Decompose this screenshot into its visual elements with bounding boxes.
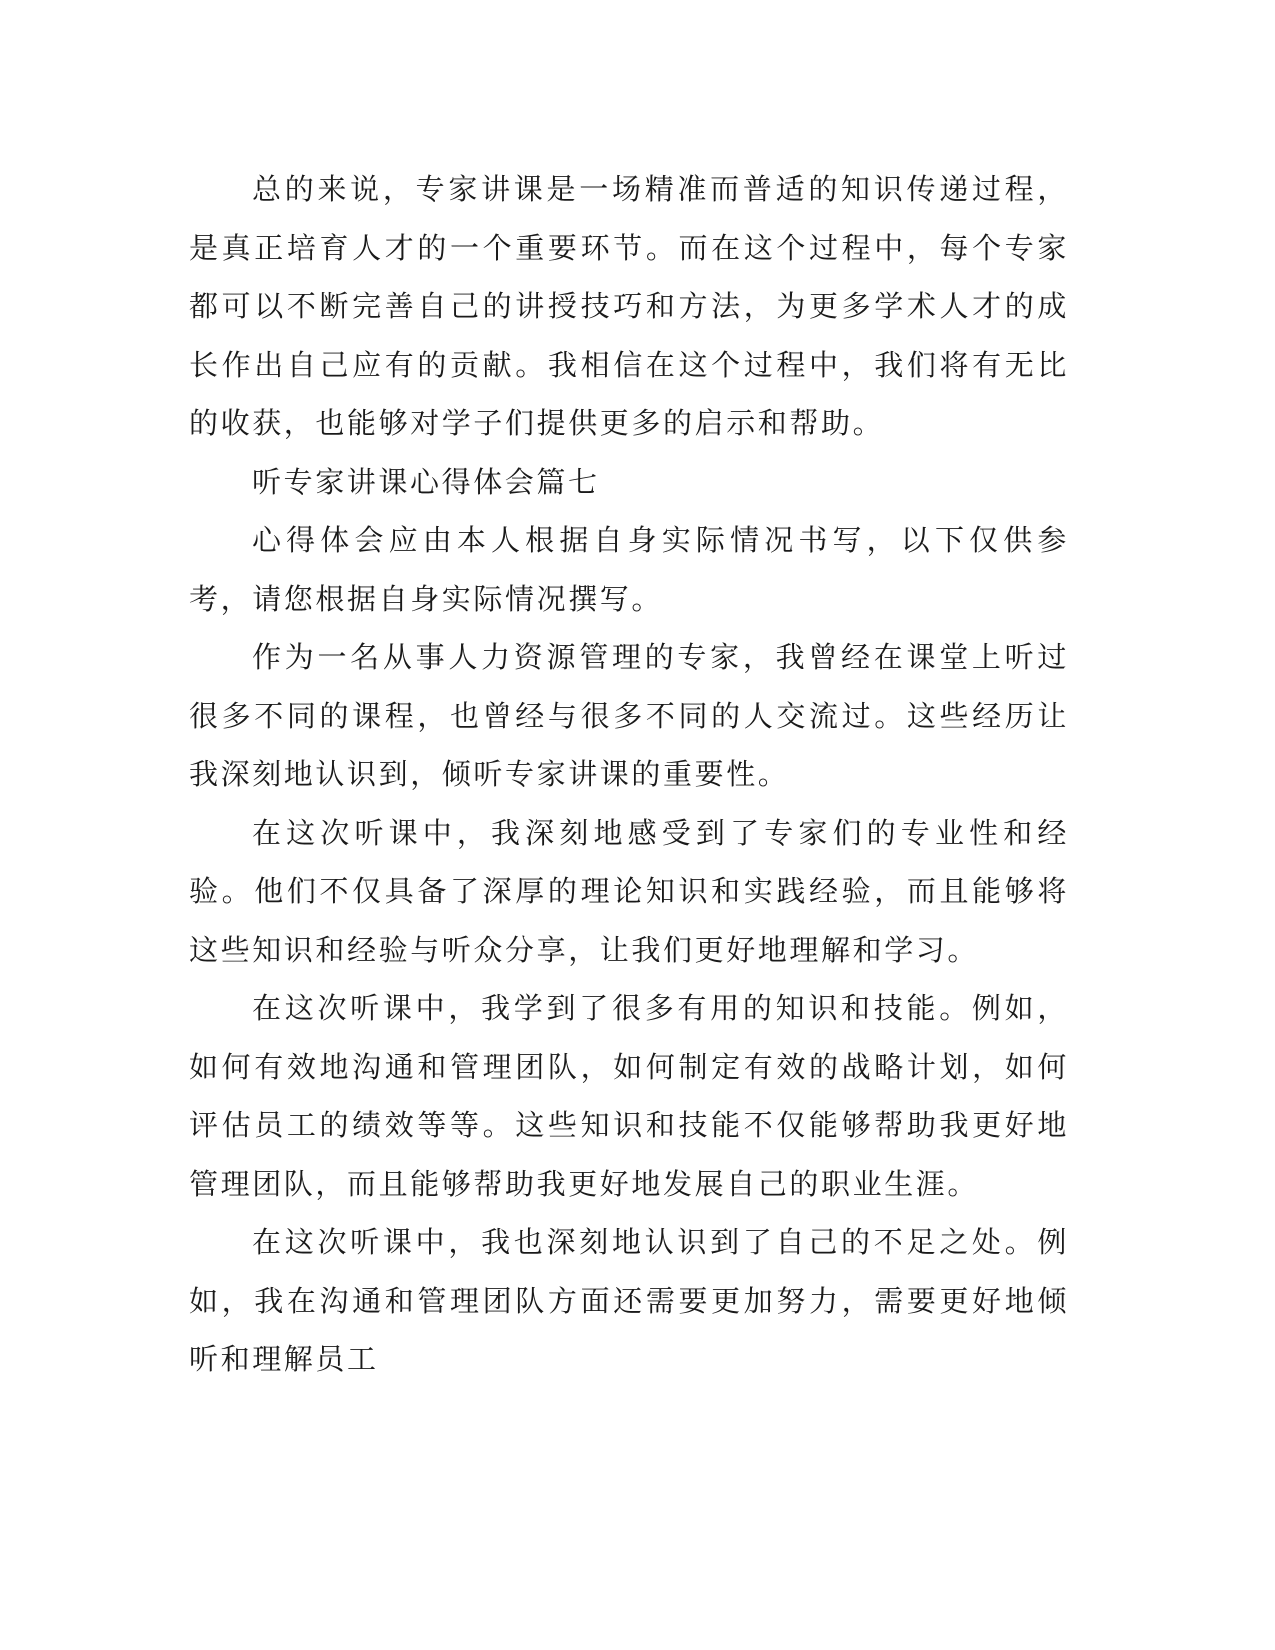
- paragraph-intro: 作为一名从事人力资源管理的专家，我曾经在课堂上听过很多不同的课程，也曾经与很多不同的人交流过。这些经历让我深刻地认识到，倾听专家讲课的重要性。: [189, 640, 1069, 791]
- paragraph-skills: 在这次听课中，我学到了很多有用的知识和技能。例如，如何有效地沟通和管理团队，如何制定有效的战略计划，如何评估员工的绩效等等。这些知识和技能不仅能够帮助我更好地管理团队，而且能够帮助我更好地发展自己的职业生涯。: [189, 991, 1069, 1201]
- section-heading: 听专家讲课心得体会篇七: [252, 464, 600, 499]
- paragraph-expertise: 在这次听课中，我深刻地感受到了专家们的专业性和经验。他们不仅具备了深厚的理论知识和实践经验，而且能够将这些知识和经验与听众分享，让我们更好地理解和学习。: [189, 815, 1069, 967]
- document-body: [189, 160, 1069, 1389]
- paragraph-summary: 总的来说，专家讲课是一场精准而普适的知识传递过程，是真正培育人才的一个重要环节。而在这个过程中，每个专家都可以不断完善自己的讲授技巧和方法，为更多学术人才的成长作出自己应有的贡献。我相信在这个过程中，我们将有无比的收获，也能够对学子们提供更多的启示和帮助。: [189, 172, 1069, 440]
- paragraph-disclaimer: 心得体会应由本人根据自身实际情况书写，以下仅供参考，请您根据自身实际情况撰写。: [189, 523, 1069, 616]
- paragraph-shortcomings: 在这次听课中，我也深刻地认识到了自己的不足之处。例如，我在沟通和管理团队方面还需要更加努力，需要更好地倾听和理解员工: [189, 1225, 1069, 1376]
